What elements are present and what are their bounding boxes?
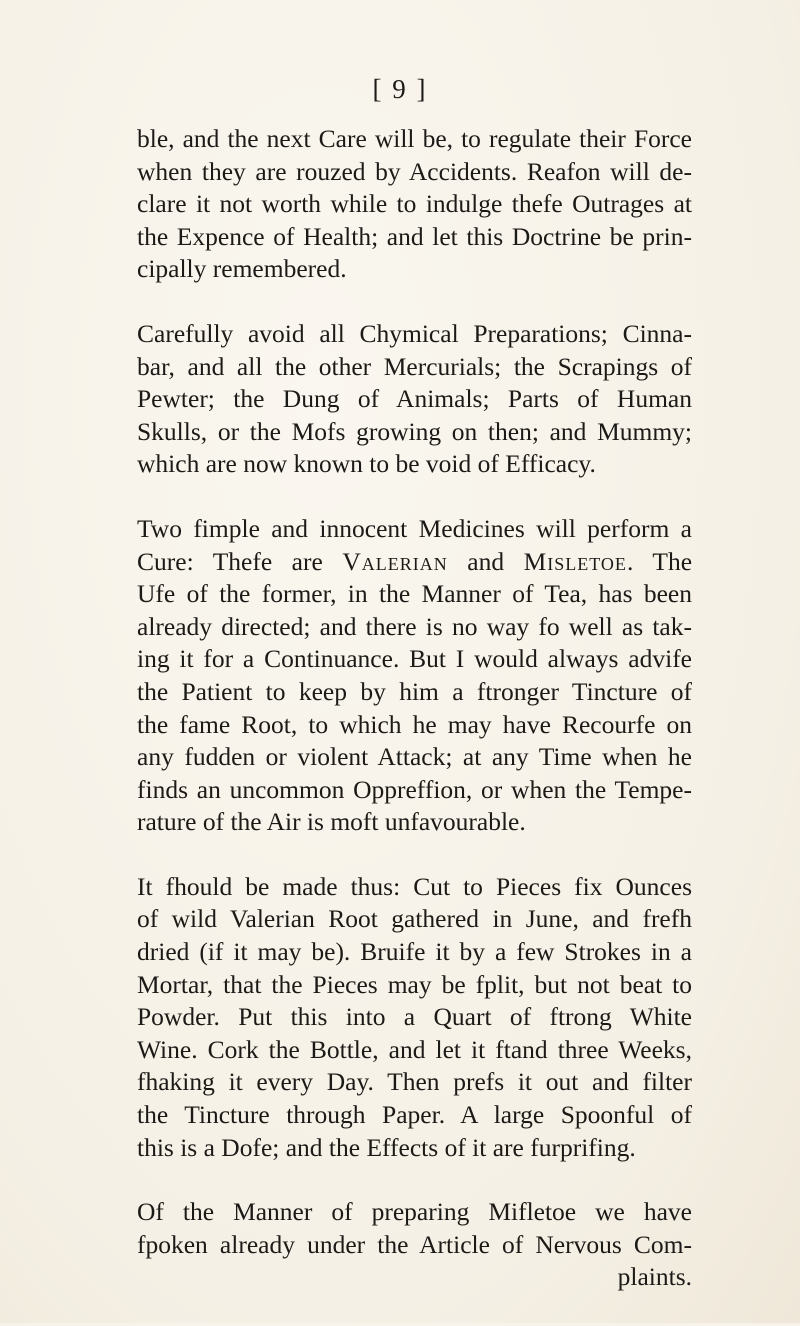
- text-line: cipally remembered.: [137, 254, 347, 284]
- text-line: fhaking it every Day. Then prefs it out and filter: [137, 1067, 692, 1097]
- text-line: Carefully avoid all Chymical Preparations; Cinna-: [137, 318, 692, 348]
- text-line: of wild Valerian Root gathered in June, and frefh: [137, 904, 692, 934]
- text-body: [137, 123, 692, 1326]
- text-line: ing it for a Continuance. But I would always advife: [137, 644, 692, 674]
- text-line: Mortar, that the Pieces may be fplit, but not beat to: [137, 969, 692, 999]
- text-line: fpoken already under the Article of Nervous Com-: [137, 1229, 692, 1259]
- small-caps-term: Misletoe: [523, 546, 627, 576]
- text-line: the Patient to keep by him a ftronger Tincture of: [137, 676, 692, 706]
- text-line: [137, 546, 692, 579]
- text-line: rature of the Air is moft unfavourable.: [137, 807, 526, 837]
- text-line: Ufe of the former, in the Manner of Tea, has been: [137, 579, 692, 609]
- text-line: which are now known to be void of Efficacy.: [137, 449, 596, 479]
- catchword: plaints.: [617, 1262, 692, 1292]
- text-run: . The: [626, 546, 693, 576]
- text-line: when they are rouzed by Accidents. Reafon will de-: [137, 156, 692, 186]
- paragraph-2: [137, 318, 692, 481]
- text-line: ble, and the next Care will be, to regulate their Force: [137, 124, 692, 153]
- paragraph-4: [137, 871, 692, 1164]
- text-line: Of the Manner of preparing Mifletoe we have: [137, 1197, 692, 1227]
- text-line: clare it not worth while to indulge thefe Outrages at: [137, 189, 692, 219]
- text-line: bar, and all the other Mercurials; the Scrapings of: [137, 351, 692, 381]
- text-line: any fudden or violent Attack; at any Time when he: [137, 742, 692, 772]
- text-line: already directed; and there is no way fo well as tak-: [137, 611, 692, 641]
- text-line: Skulls, or the Mofs growing on then; and Mummy;: [137, 416, 692, 446]
- page-number: [ 9 ]: [372, 74, 428, 104]
- text-line: this is a Dofe; and the Effects of it are furprifing.: [137, 1132, 636, 1162]
- text-run: Cure: Thefe are: [137, 546, 343, 576]
- text-line: Powder. Put this into a Quart of ftrong White: [137, 1002, 692, 1032]
- text-line: the Expence of Health; and let this Doctrine be prin-: [137, 221, 692, 251]
- text-line: finds an uncommon Oppreffion, or when the Tempe-: [137, 774, 692, 804]
- text-line: dried (if it may be). Bruife it by a few Strokes in a: [137, 937, 692, 967]
- text-line: Two fimple and innocent Medicines will perform a: [137, 513, 692, 543]
- text-line: It fhould be made thus: Cut to Pieces fix Ounces: [137, 871, 692, 901]
- small-caps-term: Valerian: [342, 546, 448, 576]
- text-line: the fame Root, to which he may have Recourfe on: [137, 709, 692, 739]
- paragraph-5: [137, 1196, 692, 1294]
- paragraph-1: [137, 123, 692, 286]
- text-line: Pewter; the Dung of Animals; Parts of Human: [137, 384, 692, 414]
- paragraph-3: [137, 513, 692, 839]
- text-line: the Tincture through Paper. A large Spoonful of: [137, 1100, 692, 1130]
- text-line: Wine. Cork the Bottle, and let it ftand three Weeks,: [137, 1034, 692, 1064]
- text-run: and: [447, 546, 524, 576]
